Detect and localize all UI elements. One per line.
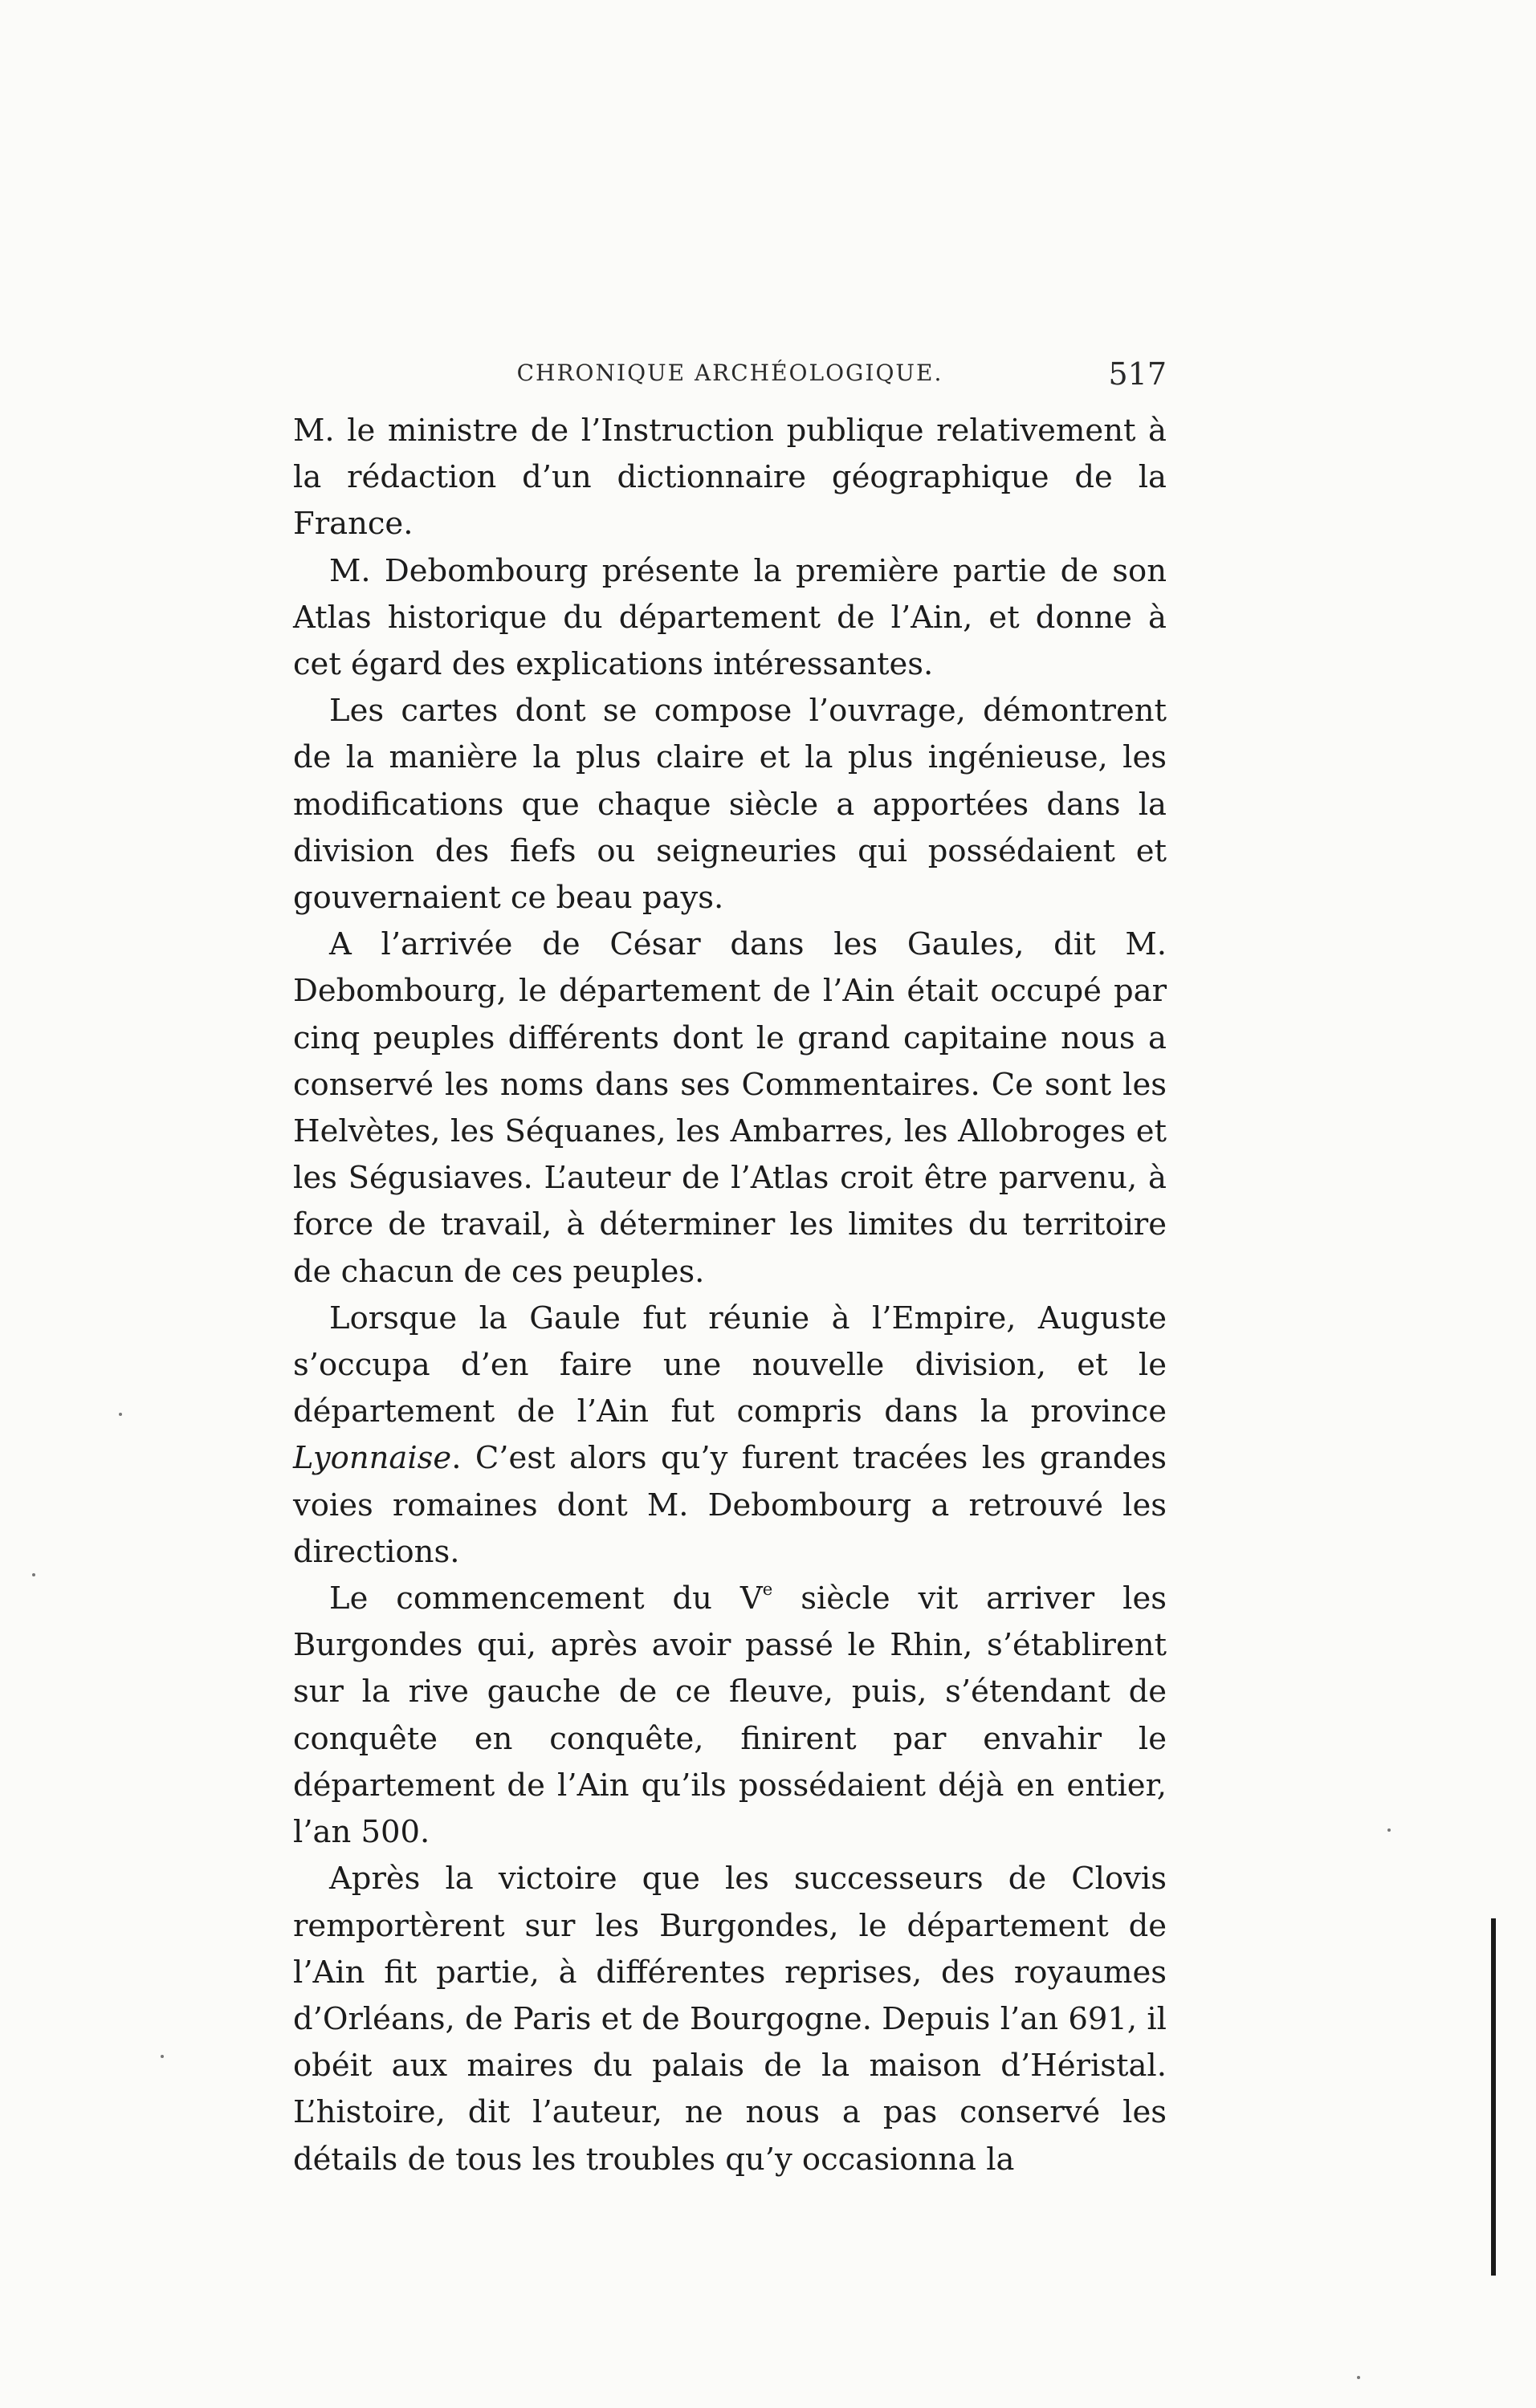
paragraph-5-italic-term: Lyonnaise: [293, 1440, 452, 1477]
paragraph-1: M. le ministre de l’Instruction publique relativement à la rédaction d’un dictionnaire géographique de la France.: [293, 413, 1167, 543]
paragraph-6: [293, 1576, 1167, 1856]
paragraph-3: Les cartes dont se compose l’ouvrage, démontrent de la manière la plus claire et la plus ingénieuse, les modifications que chaque siècle a apportées dans la division des fiefs ou seigneuries qui possédaient et gouvernaient ce beau pays.: [293, 693, 1167, 917]
century-superscript: e: [762, 1579, 773, 1600]
page-header: [293, 356, 1167, 408]
paragraph-5-text-before: Lorsque la Gaule fut réunie à l’Empire, Auguste s’occupa d’en faire une nouvelle division, et le département de l’Ain fut compris dans la province: [293, 1300, 1167, 1430]
paragraph-7: Après la victoire que les successeurs de Clovis remportèrent sur les Burgondes, le département de l’Ain fit partie, à différentes reprises, des royaumes d’Orléans, de Paris et de Bourgogne. Depuis l’an 691, il obéit aux maires du palais de la maison d’Héristal. L’histoire, dit l’auteur, ne nous a pas conservé les détails de tous les troubles qu’y occasionna la: [293, 1861, 1167, 2178]
scan-speck: [119, 1413, 122, 1416]
paragraph-4: A l’arrivée de César dans les Gaules, dit M. Debombourg, le département de l’Ain était occupé par cinq peuples différents dont le grand capitaine nous a conservé les noms dans ses Commentaires. Ce sont les Helvètes, les Séquanes, les Ambarres, les Allobroges et les Ségusiaves. L’auteur de l’Atlas croit être parvenu, à force de travail, à déterminer les limites du territoire de chacun de ces peuples.: [293, 926, 1167, 1290]
paragraph-6-text-before: Le commencement du V: [329, 1580, 763, 1617]
margin-scan-rule: [1491, 1918, 1496, 2276]
paragraph-6-text-after: siècle vit arriver les Burgondes qui, après avoir passé le Rhin, s’établirent sur la rive gauche de ce fleuve, puis, s’étendant de conquête en conquête, finirent par envahir le département de l’Ain qu’ils possédaient déjà en entier, l’an 500.: [293, 1580, 1167, 1851]
scan-speck: [32, 1573, 35, 1576]
page-number: 517: [1108, 356, 1167, 392]
paragraph-5: [293, 1296, 1167, 1576]
body-text: [293, 408, 1167, 2183]
paragraph-5-text-after: . C’est alors qu’y furent tracées les grandes voies romaines dont M. Debombourg a retrouvé les directions.: [293, 1440, 1167, 1570]
scan-speck: [161, 2055, 164, 2058]
paragraph-2: M. Debombourg présente la première partie de son Atlas historique du département de l’Ain, et donne à cet égard des explications intéressantes.: [293, 552, 1167, 683]
running-title: CHRONIQUE ARCHÉOLOGIQUE.: [516, 360, 943, 386]
scan-speck: [1357, 2376, 1360, 2379]
scan-speck: [1387, 1828, 1391, 1832]
